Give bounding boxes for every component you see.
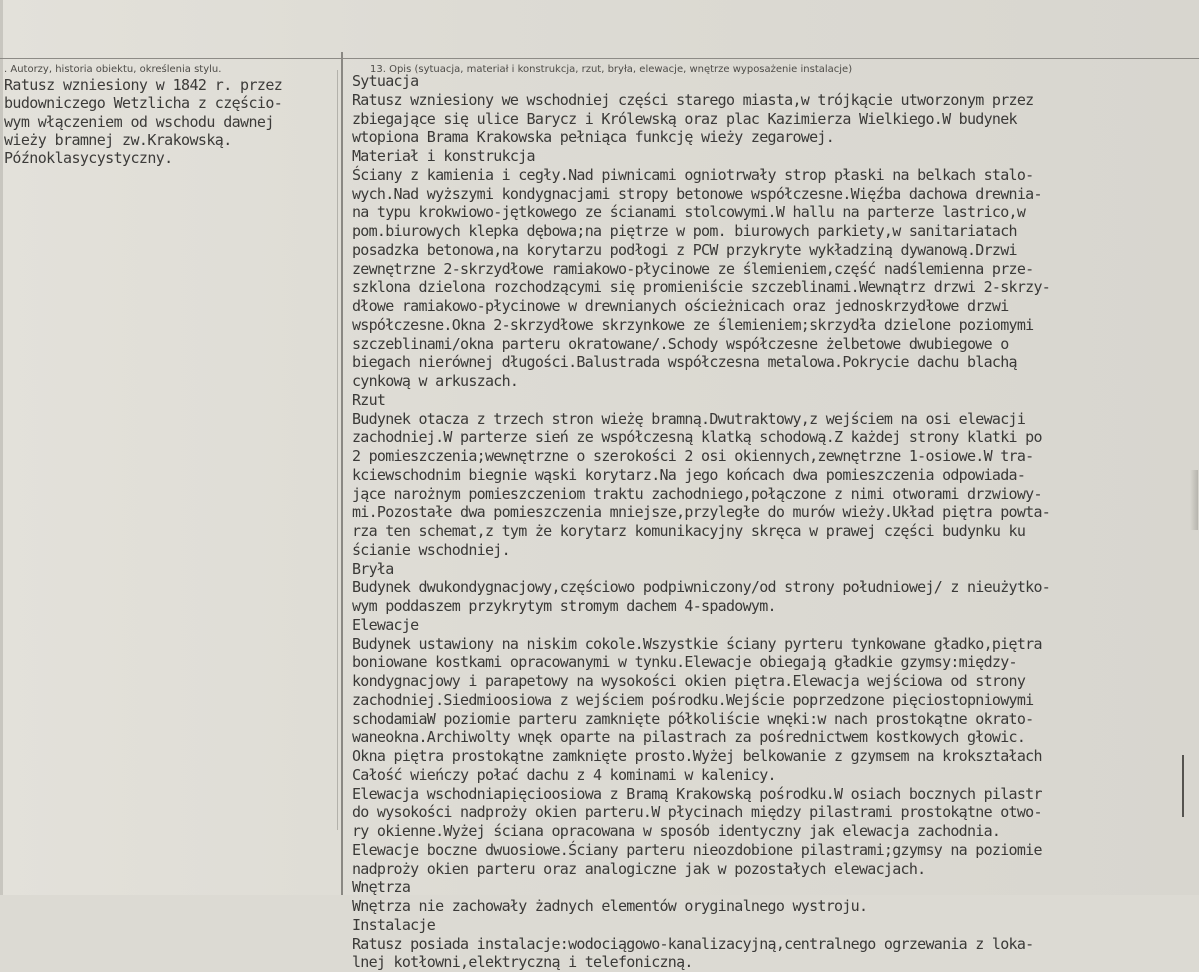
section-text-line: schodamiaW poziomie parteru zamknięte półkoliście wnęki:w nach prostokątne okrato- [352, 709, 1034, 728]
section-text-line: na typu krokwiowo-jętkowego ze ścianami stolcowymi.W hallu na parterze lastrico,w [352, 203, 1026, 222]
section-text-line: wtopiona Brama Krakowska pełniąca funkcję wieży zegarowej. [352, 128, 835, 147]
section-heading: Elewacje [352, 615, 419, 634]
left-text-line: Późnoklasycystyczny. [4, 149, 173, 168]
section-text-line: nadproży okien parteru oraz analogiczne jak w pozostałych elewacjach. [352, 859, 926, 878]
section-text-line: Budynek otacza z trzech stron wieżę bramną.Dwutraktowy,z wejściem na osi elewacji [352, 409, 1026, 428]
section-text-line: 2 pomieszczenia;wewnętrzne o szerokości 2 osi okiennych,zewnętrzne 1-osiowe.W tra- [352, 447, 1034, 465]
section-text-line: Ratusz posiada instalacje:wodociągowo-kanalizacyjną,centralnego ogrzewania z loka- [352, 934, 1034, 953]
section-text-line: rza ten schemat,z tym że korytarz komunikacyjny skręca w prawej części budynku ku [352, 522, 1026, 540]
right-column-text [352, 72, 1192, 972]
section-text-line: wym poddaszem przykrytym stromym dachem 4-spadowym. [352, 597, 776, 615]
section-text-line: ry okienne.Wyżej ściana opracowana w sposób identyczny jak elewacja zachodnia. [352, 822, 1001, 840]
section-heading: Sytuacja [352, 72, 419, 90]
section-text-line: szklona dzielona rozchodzącymi się promieniście szczeblinami.Wewnątrz drzwi 2-skrzy- [352, 278, 1051, 297]
section-text-line: Ściany z kamienia i cegły.Nad piwnicami ogniotrwały strop płaski na belkach stalo- [352, 165, 1034, 184]
section-text-line: kciewschodnim biegnie wąski korytarz.Na jego końcach dwa pomieszczenia odpowiada- [352, 465, 1026, 484]
section-text-line: biegach nierównej długości.Balustrada współczesna metalowa.Pokrycie dachu blachą [352, 353, 1017, 372]
section-text-line: lnej kotłowni,elektryczną i telefoniczną. [352, 953, 693, 972]
section-text-line: Elewacje boczne dwuosiowe.Ściany parteru nieozdobione pilastrami;gzymsy na poziomie [352, 840, 1042, 859]
section-heading: Rzut [352, 390, 386, 409]
left-text-line: Ratusz wzniesiony w 1842 r. przez [4, 76, 283, 94]
section-text-line: kondygnacjowy i parapetowy na wysokości okien piętra.Elewacja wejściowa od strony [352, 672, 1026, 690]
section-text-line: pom.biurowych klepka dębowa;na piętrze w pom. biurowych parkiety,w sanitariatach [352, 222, 1017, 240]
right-column-header: 13. Opis (sytuacja, materiał i konstrukcja, rzut, bryła, elewacje, wnętrze wyposażenie instalacje) [370, 64, 853, 75]
section-text-line: boniowane kostkami opracowanymi w tynku.Elewacje obiegają gładkie gzymsy:między- [352, 653, 1017, 672]
section-text-line: zachodniej.W parterze sień ze współczesną klatką schodową.Z każdej strony klatki po [352, 428, 1042, 447]
column-divider-shadow [337, 70, 338, 830]
section-text-line: Całość wieńczy połać dachu z 4 kominami w kalenicy. [352, 765, 776, 784]
section-heading: Wnętrza [352, 878, 411, 897]
section-text-line: Elewacja wschodniapięcioosiowa z Bramą Krakowską pośrodku.W osiach bocznych pilastr [352, 784, 1042, 803]
column-divider [341, 52, 343, 895]
section-heading: Instalacje [352, 915, 436, 934]
section-text-line: do wysokości nadproży okien parteru.W płycinach między pilastrami prostokątne otwo- [352, 803, 1042, 822]
scan-edge [0, 0, 3, 895]
left-column-text [4, 76, 336, 167]
section-heading: Materiał i konstrukcja [352, 147, 535, 165]
section-text-line: wych.Nad wyższymi kondygnacjami stropy betonowe współczesne.Więźba dachowa drewnia- [352, 184, 1042, 203]
section-text-line: posadzka betonowa,na korytarzu podłogi z PCW przykryte wykładziną dywanową.Drzwi [352, 240, 1017, 259]
section-text-line: dłowe ramiakowo-płycinowe w drewnianych ościeżnicach oraz jednoskrzydłowe drzwi [352, 297, 1009, 315]
section-text-line: jące narożnym pomieszczeniom traktu zachodniego,połączone z nimi otworami drzwiowy- [352, 484, 1042, 503]
left-text-line: wieży bramnej zw.Krakowską. [4, 130, 232, 149]
section-text-line: waneokna.Archiwolty wnęk oparte na pilastrach za pośrednictwem kostkowych głowic. [352, 728, 1026, 747]
section-text-line: cynkową w arkuszach. [352, 372, 519, 390]
section-text-line: Budynek dwukondygnacjowy,częściowo podpiwniczony/od strony południowej/ z nieużytko- [352, 578, 1051, 597]
left-text-line: budowniczego Wetzlicha z częścio- [4, 94, 283, 113]
left-text-line: wym włączeniem od wschodu dawnej [4, 112, 274, 131]
section-text-line: Wnętrza nie zachowały żadnych elementów oryginalnego wystroju. [352, 897, 868, 915]
section-text-line: mi.Pozostałe dwa pomieszczenia mniejsze,przyległe do murów wieży.Układ piętra powta- [352, 503, 1051, 522]
section-text-line: Ratusz wzniesiony we wschodniej części starego miasta,w trójkącie utworzonym przez [352, 90, 1034, 109]
section-text-line: zewnętrzne 2-skrzydłowe ramiakowo-płycinowe ze ślemieniem,część nadślemienna prze- [352, 259, 1034, 278]
left-column-header: . Autorzy, historia obiektu, określenia stylu. [4, 64, 222, 75]
section-text-line: współczesne.Okna 2-skrzydłowe skrzynkowe ze ślemieniem;skrzydła dzielone poziomymi [352, 315, 1034, 334]
header-rule [0, 58, 1199, 59]
section-text-line: Budynek ustawiony na niskim cokole.Wszystkie ściany pyrteru tynkowane gładko,piętra [352, 634, 1042, 653]
section-heading: Bryła [352, 559, 394, 578]
scan-shadow [1190, 470, 1198, 530]
margin-mark [1182, 755, 1184, 817]
section-text-line: szczeblinami/okna parteru okratowane/.Schody współczesne żelbetowe dwubiegowe o [352, 334, 1009, 353]
section-text-line: Okna piętra prostokątne zamknięte prosto.Wyżej belkowanie z gzymsem na krokształach [352, 747, 1042, 765]
section-text-line: ścianie wschodniej. [352, 540, 510, 559]
section-text-line: zachodniej.Siedmioosiowa z wejściem pośrodku.Wejście poprzedzone pięciostopniowymi [352, 690, 1034, 709]
section-text-line: zbiegające się ulice Barycz i Królewską oraz plac Kazimierza Wielkiego.W budynek [352, 109, 1017, 128]
